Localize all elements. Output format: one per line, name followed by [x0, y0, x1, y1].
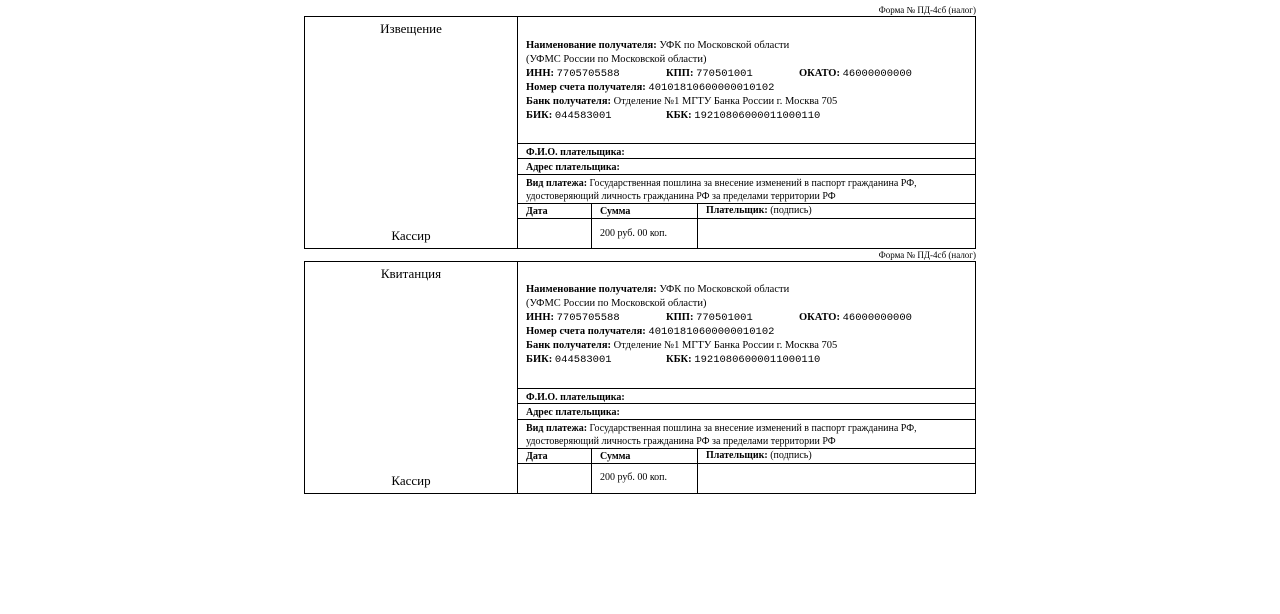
payment-type-line: Вид платежа: Государственная пошлина за внесение изменений в паспорт гражданина РФ,	[526, 178, 917, 189]
kpp-line: КПП: 770501001	[666, 68, 753, 80]
slip-left-column	[305, 17, 518, 248]
payment-type-line-2: удостоверяющий личность гражданина РФ за пределами территории РФ	[526, 436, 836, 447]
payment-type-line: Вид платежа: Государственная пошлина за внесение изменений в паспорт гражданина РФ,	[526, 423, 917, 434]
account-line: Номер счета получателя: 40101810600000010102	[526, 326, 775, 338]
recipient-block	[518, 17, 975, 144]
notice-slip	[304, 16, 976, 249]
slip-left-column	[305, 262, 518, 493]
slip-title: Квитанция	[380, 266, 442, 281]
date-label: Дата	[526, 451, 548, 462]
payer-address-row: Адрес плательщика:	[518, 159, 975, 175]
bik-line: БИК: 044583001	[526, 354, 612, 366]
kbk-line: КБК: 19210806000011000110	[666, 354, 821, 366]
bank-line: Банк получателя: Отделение №1 МГТУ Банка России г. Москва 705	[526, 340, 838, 351]
inn-line: ИНН: 7705705588	[526, 312, 620, 324]
payment-type-row	[518, 420, 975, 449]
slip-right-column	[518, 17, 975, 248]
sum-label: Сумма	[600, 451, 631, 462]
kpp-line: КПП: 770501001	[666, 312, 753, 324]
payer-fio-row: Ф.И.О. плательщика:	[518, 144, 975, 159]
sum-value: 200 руб. 00 коп.	[600, 228, 668, 239]
slip-title: Извещение	[380, 21, 442, 36]
okato-line: ОКАТО: 46000000000	[799, 68, 912, 80]
bik-line: БИК: 044583001	[526, 110, 612, 122]
form-number-label: Форма № ПД-4сб (налог)	[878, 5, 976, 15]
payer-signature-label: Плательщик: (подпись)	[706, 450, 812, 461]
sum-value: 200 руб. 00 коп.	[600, 472, 668, 483]
payment-header-row	[518, 204, 975, 219]
slip-right-column	[518, 262, 975, 493]
cashier-label: Кассир	[391, 473, 431, 488]
column-divider	[591, 449, 592, 493]
receipt-slip	[304, 261, 976, 494]
recipient-name-line: Наименование получателя: УФК по Московской области	[526, 40, 790, 51]
payer-address-row: Адрес плательщика:	[518, 404, 975, 420]
payment-type-row	[518, 175, 975, 204]
column-divider	[697, 449, 698, 493]
kbk-line: КБК: 19210806000011000110	[666, 110, 821, 122]
account-line: Номер счета получателя: 40101810600000010102	[526, 82, 775, 94]
bank-line: Банк получателя: Отделение №1 МГТУ Банка России г. Москва 705	[526, 96, 838, 107]
okato-line: ОКАТО: 46000000000	[799, 312, 912, 324]
payer-signature-label: Плательщик: (подпись)	[706, 205, 812, 216]
payment-type-line-2: удостоверяющий личность гражданина РФ за пределами территории РФ	[526, 191, 836, 202]
recipient-name-line-2: (УФМС России по Московской области)	[526, 54, 707, 65]
date-label: Дата	[526, 206, 548, 217]
column-divider	[591, 204, 592, 248]
payer-fio-row: Ф.И.О. плательщика:	[518, 389, 975, 404]
sum-label: Сумма	[600, 206, 631, 217]
recipient-name-line-2: (УФМС России по Московской области)	[526, 298, 707, 309]
form-number-label: Форма № ПД-4сб (налог)	[878, 250, 976, 260]
column-divider	[697, 204, 698, 248]
recipient-block	[518, 262, 975, 389]
recipient-name-line: Наименование получателя: УФК по Московской области	[526, 284, 790, 295]
cashier-label: Кассир	[391, 228, 431, 243]
inn-line: ИНН: 7705705588	[526, 68, 620, 80]
payment-header-row	[518, 449, 975, 464]
